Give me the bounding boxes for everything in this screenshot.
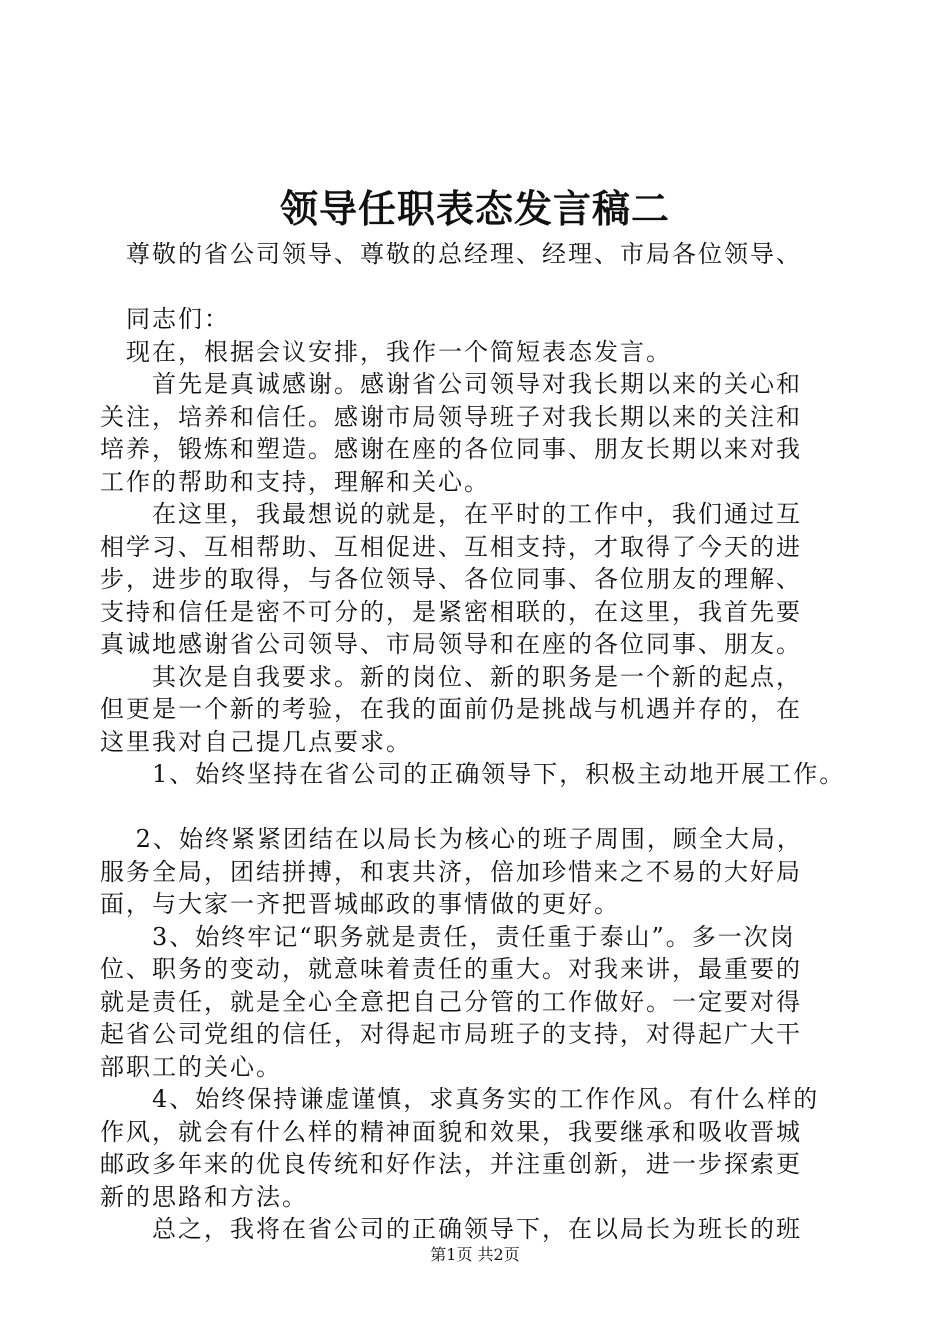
- text-line: 面，与大家一齐把晋城邮政的事情做的更好。: [100, 890, 620, 918]
- page-footer: 第1页 共2页: [430, 1245, 520, 1264]
- text-line: 总之，我将在省公司的正确领导下，在以局长为班长的班: [100, 1215, 802, 1243]
- text-line: 培养，锻炼和塑造。感谢在座的各位同事、朋友长期以来对我: [100, 435, 802, 463]
- text-line: 服务全局，团结拼搏，和衷共济，倍加珍惜来之不易的大好局: [100, 857, 802, 886]
- text-line: 关注，培养和信任。感谢市局领导班子对我长期以来的关注和: [100, 402, 802, 431]
- text-line: 部职工的关心。: [100, 1052, 282, 1081]
- blank-line: [100, 791, 860, 824]
- text-line: 但更是一个新的考验，在我的面前仍是挑战与机遇并存的，在: [100, 695, 802, 723]
- text-line: 就是责任，就是全心全意把自己分管的工作做好。一定要对得: [100, 987, 802, 1016]
- text-line: 现在，根据会议安排，我作一个简短表态发言。: [100, 337, 672, 366]
- text-line: 4、始终保持谦虚谨慎，求真务实的工作作风。有什么样的: [100, 1085, 820, 1113]
- text-line: 位、职务的变动，就意味着责任的重大。对我来讲，最重要的: [100, 955, 802, 983]
- document-body: [100, 238, 860, 1246]
- document-title: 领导任职表态发言稿二: [279, 186, 670, 231]
- text-line: 作风，就会有什么样的精神面貌和效果，我要继承和吸收晋城: [100, 1117, 802, 1146]
- text-line: 这里我对自己提几点要求。: [100, 727, 412, 756]
- blank-line: [100, 271, 860, 304]
- text-line: 邮政多年来的优良传统和好作法，并注重创新，进一步探索更: [100, 1150, 802, 1178]
- text-line: 首先是真诚感谢。感谢省公司领导对我长期以来的关心和: [100, 370, 802, 398]
- text-line: 同志们：: [100, 305, 230, 333]
- text-line: 真诚地感谢省公司领导、市局领导和在座的各位同事、朋友。: [100, 630, 802, 658]
- text-line: 其次是自我要求。新的岗位、新的职务是一个新的起点，: [100, 662, 802, 691]
- text-line: 2、始终紧紧团结在以局长为核心的班子周围，顾全大局，: [100, 825, 803, 853]
- text-line: 3、始终牢记“职务就是责任，责任重于泰山”。多一次岗: [100, 922, 796, 951]
- text-line: 步，进步的取得，与各位领导、各位同事、各位朋友的理解、: [100, 565, 802, 593]
- text-line: 在这里，我最想说的就是，在平时的工作中，我们通过互: [100, 500, 802, 528]
- text-line: 支持和信任是密不可分的，是紧密相联的，在这里，我首先要: [100, 597, 802, 626]
- text-line: 相学习、互相帮助、互相促进、互相支持，才取得了今天的进: [100, 532, 802, 561]
- text-line: 起省公司党组的信任，对得起市局班子的支持，对得起广大干: [100, 1020, 802, 1048]
- text-line: 尊敬的省公司领导、尊敬的总经理、经理、市局各位领导、: [100, 240, 802, 268]
- text-line: 新的思路和方法。: [100, 1182, 308, 1211]
- text-line: 工作的帮助和支持，理解和关心。: [100, 467, 490, 496]
- text-line: 1、始终坚持在省公司的正确领导下，积极主动地开展工作。: [100, 760, 846, 788]
